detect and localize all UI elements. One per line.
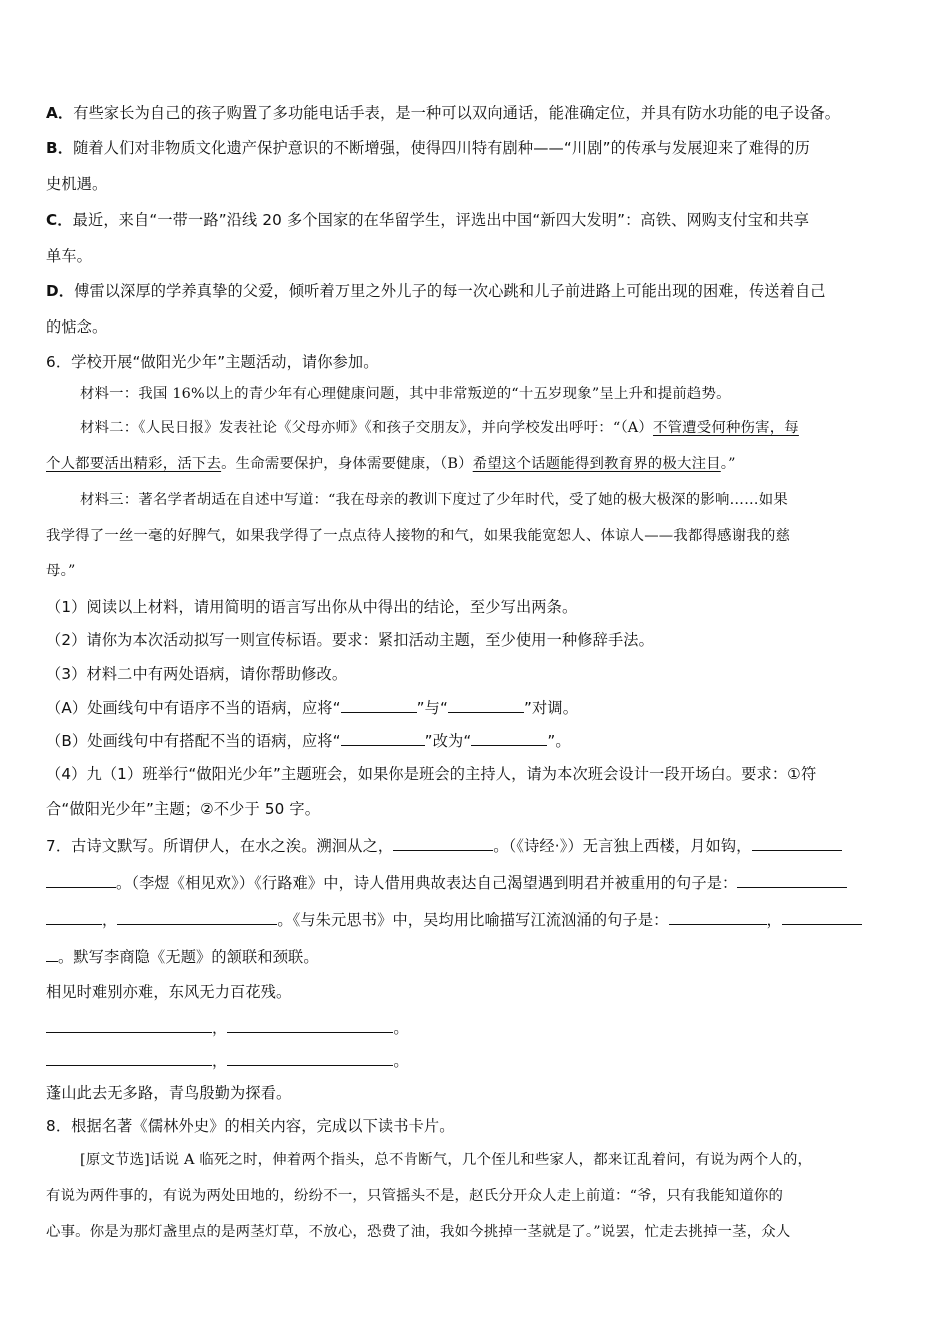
answer-blank[interactable] bbox=[46, 1050, 212, 1066]
q6-material-1: 材料一：我国 16%以上的青少年有心理健康问题，其中非常叛逆的“十五岁现象”呈上升和提前趋势。 bbox=[80, 386, 731, 402]
sub-3b-text-1: （B）处画线句中有搭配不当的语病，应将“ bbox=[46, 732, 341, 750]
option-b bbox=[46, 138, 810, 158]
option-a bbox=[46, 103, 840, 123]
q6-material-2-cont bbox=[46, 454, 736, 474]
option-b-label: B． bbox=[46, 139, 74, 157]
poem-line-1: 相见时难别亦难，东风无力百花残。 bbox=[46, 983, 292, 1001]
q6-material-3-cont-1: 我学得了一丝一毫的好脾气，如果我学得了一点点待人接物的和气，如果我能宽恕人、体谅人——我都得感谢我的慈 bbox=[46, 528, 791, 544]
q6-sub-2: （2）请你为本次活动拟写一则宣传标语。要求：紧扣活动主题，至少使用一种修辞手法。 bbox=[46, 631, 654, 649]
sub-3a-text-3: ”对调。 bbox=[524, 699, 579, 717]
q7-text-3: 。（李煜《相见欢》）《行路难》中，诗人借用典故表达自己渴望遇到明君并被重用的句子是： bbox=[116, 874, 738, 892]
option-c bbox=[46, 210, 809, 230]
answer-blank[interactable] bbox=[471, 730, 547, 746]
answer-blank[interactable] bbox=[782, 909, 862, 925]
q7-line-1 bbox=[46, 835, 842, 856]
q7-text-1: 7．古诗文默写。所谓伊人，在水之涘。溯洄从之， bbox=[46, 837, 394, 855]
q6-sub-4: （4）九（1）班举行“做阳光少年”主题班会，如果你是班会的主持人，请为本次班会设计一段开场白。要求：①符 bbox=[46, 765, 817, 783]
q7-line-3 bbox=[46, 909, 862, 930]
sub-3b-text-3: ”。 bbox=[547, 732, 571, 750]
q6-material-3: 材料三：著名学者胡适在自述中写道：“我在母亲的教训下度过了少年时代，受了她的极大极深的影响……如果 bbox=[80, 492, 788, 508]
option-d-label: D． bbox=[46, 282, 75, 300]
q6-sub-3a bbox=[46, 697, 578, 718]
q7-line-4 bbox=[46, 946, 319, 967]
period: 。 bbox=[393, 1052, 409, 1070]
underlined-sentence-b: 希望这个话题能得到教育界的极大注目 bbox=[472, 456, 721, 472]
q8-passage-2: 有说为两件事的，有说为两处田地的，纷纷不一，只管摇头不是，赵氏分开众人走上前道：“爷，只有我能知道你的 bbox=[46, 1188, 784, 1204]
q6-stem: 6．学校开展“做阳光少年”主题活动，请你参加。 bbox=[46, 353, 379, 371]
comma: ， bbox=[212, 1019, 228, 1037]
answer-blank[interactable] bbox=[341, 697, 417, 713]
q8-passage-1: [原文节选]话说 A 临死之时，伸着两个指头，总不肯断气，几个侄儿和些家人，都来讧乱着问，有说为两个人的， bbox=[80, 1152, 813, 1168]
material-2-text-c: 。” bbox=[720, 456, 736, 472]
poem-blank-line-2 bbox=[46, 1050, 409, 1071]
q8-stem: 8．根据名著《儒林外史》的相关内容，完成以下读书卡片。 bbox=[46, 1117, 455, 1135]
answer-blank[interactable] bbox=[46, 946, 58, 962]
poem-blank-line-1 bbox=[46, 1017, 409, 1038]
answer-blank[interactable] bbox=[46, 1017, 212, 1033]
answer-blank[interactable] bbox=[46, 909, 102, 925]
poem-line-2: 蓬山此去无多路，青鸟殷勤为探看。 bbox=[46, 1084, 292, 1102]
option-b-cont: 史机遇。 bbox=[46, 175, 108, 193]
answer-blank[interactable] bbox=[227, 1017, 393, 1033]
underlined-sentence-a: 不管遭受何种伤害，每 bbox=[652, 420, 799, 436]
answer-blank[interactable] bbox=[448, 697, 524, 713]
comma: ， bbox=[212, 1052, 228, 1070]
option-c-text: 最近，来自“一带一路”沿线 20 多个国家的在华留学生，评选出中国“新四大发明”：高铁、网购支付宝和共享 bbox=[72, 211, 810, 229]
answer-blank[interactable] bbox=[393, 835, 493, 851]
answer-blank[interactable] bbox=[117, 909, 277, 925]
q6-sub-4-cont: 合“做阳光少年”主题；②不少于 50 字。 bbox=[46, 800, 321, 818]
material-2-text-b: 。生命需要保护，身体需要健康，（B） bbox=[221, 456, 473, 472]
underlined-sentence-a-cont: 个人都要活出精彩，活下去 bbox=[46, 456, 222, 472]
option-c-cont: 单车。 bbox=[46, 247, 93, 265]
option-d bbox=[46, 281, 826, 301]
q8-passage-3: 心事。你是为那灯盏里点的是两茎灯草，不放心，恐费了油，我如今挑掉一茎就是了。”说罢，忙走去挑掉一茎，众人 bbox=[46, 1224, 791, 1240]
option-c-label: C． bbox=[46, 211, 73, 229]
option-d-cont: 的惦念。 bbox=[46, 318, 108, 336]
answer-blank[interactable] bbox=[752, 835, 842, 851]
q7-text-4: ， bbox=[102, 911, 118, 929]
q7-text-5: 。《与朱元思书》中，吴均用比喻描写江流汹涌的句子是： bbox=[277, 911, 669, 929]
q7-text-2: 。（《诗经·》）无言独上西楼，月如钩， bbox=[493, 837, 752, 855]
sub-3a-text-1: （A）处画线句中有语序不当的语病，应将“ bbox=[46, 699, 341, 717]
option-d-text: 傅雷以深厚的学养真挚的父爱，倾听着万里之外儿子的每一次心跳和儿子前进路上可能出现的困难，传送着自己 bbox=[74, 282, 826, 300]
q6-sub-1: （1）阅读以上材料，请用简明的语言写出你从中得出的结论，至少写出两条。 bbox=[46, 598, 578, 616]
option-a-text: 有些家长为自己的孩子购置了多功能电话手表，是一种可以双向通话，能准确定位，并具有防水功能的电子设备。 bbox=[73, 104, 841, 122]
answer-blank[interactable] bbox=[341, 730, 425, 746]
q6-material-3-cont-2: 母。” bbox=[46, 563, 76, 579]
q6-material-2 bbox=[80, 418, 799, 438]
option-b-text: 随着人们对非物质文化遗产保护意识的不断增强，使得四川特有剧种——“川剧”的传承与发展迎来了难得的历 bbox=[73, 139, 810, 157]
answer-blank[interactable] bbox=[46, 872, 116, 888]
sub-3a-text-2: ”与“ bbox=[416, 699, 449, 717]
answer-blank[interactable] bbox=[737, 872, 847, 888]
q7-line-2 bbox=[46, 872, 847, 893]
period: 。 bbox=[393, 1019, 409, 1037]
answer-blank[interactable] bbox=[227, 1050, 393, 1066]
answer-blank[interactable] bbox=[669, 909, 767, 925]
q7-text-7: 。默写李商隐《无题》的颔联和颈联。 bbox=[58, 948, 319, 966]
q6-sub-3: （3）材料二中有两处语病，请你帮助修改。 bbox=[46, 665, 348, 683]
q7-text-6: ， bbox=[766, 911, 782, 929]
sub-3b-text-2: ”改为“ bbox=[424, 732, 472, 750]
material-2-text-a: 材料二：《人民日报》发表社论《父母亦师》《和孩子交朋友》，并向学校发出呼吁：“（A） bbox=[80, 420, 653, 436]
option-a-label: A． bbox=[46, 104, 74, 122]
q6-sub-3b bbox=[46, 730, 571, 751]
